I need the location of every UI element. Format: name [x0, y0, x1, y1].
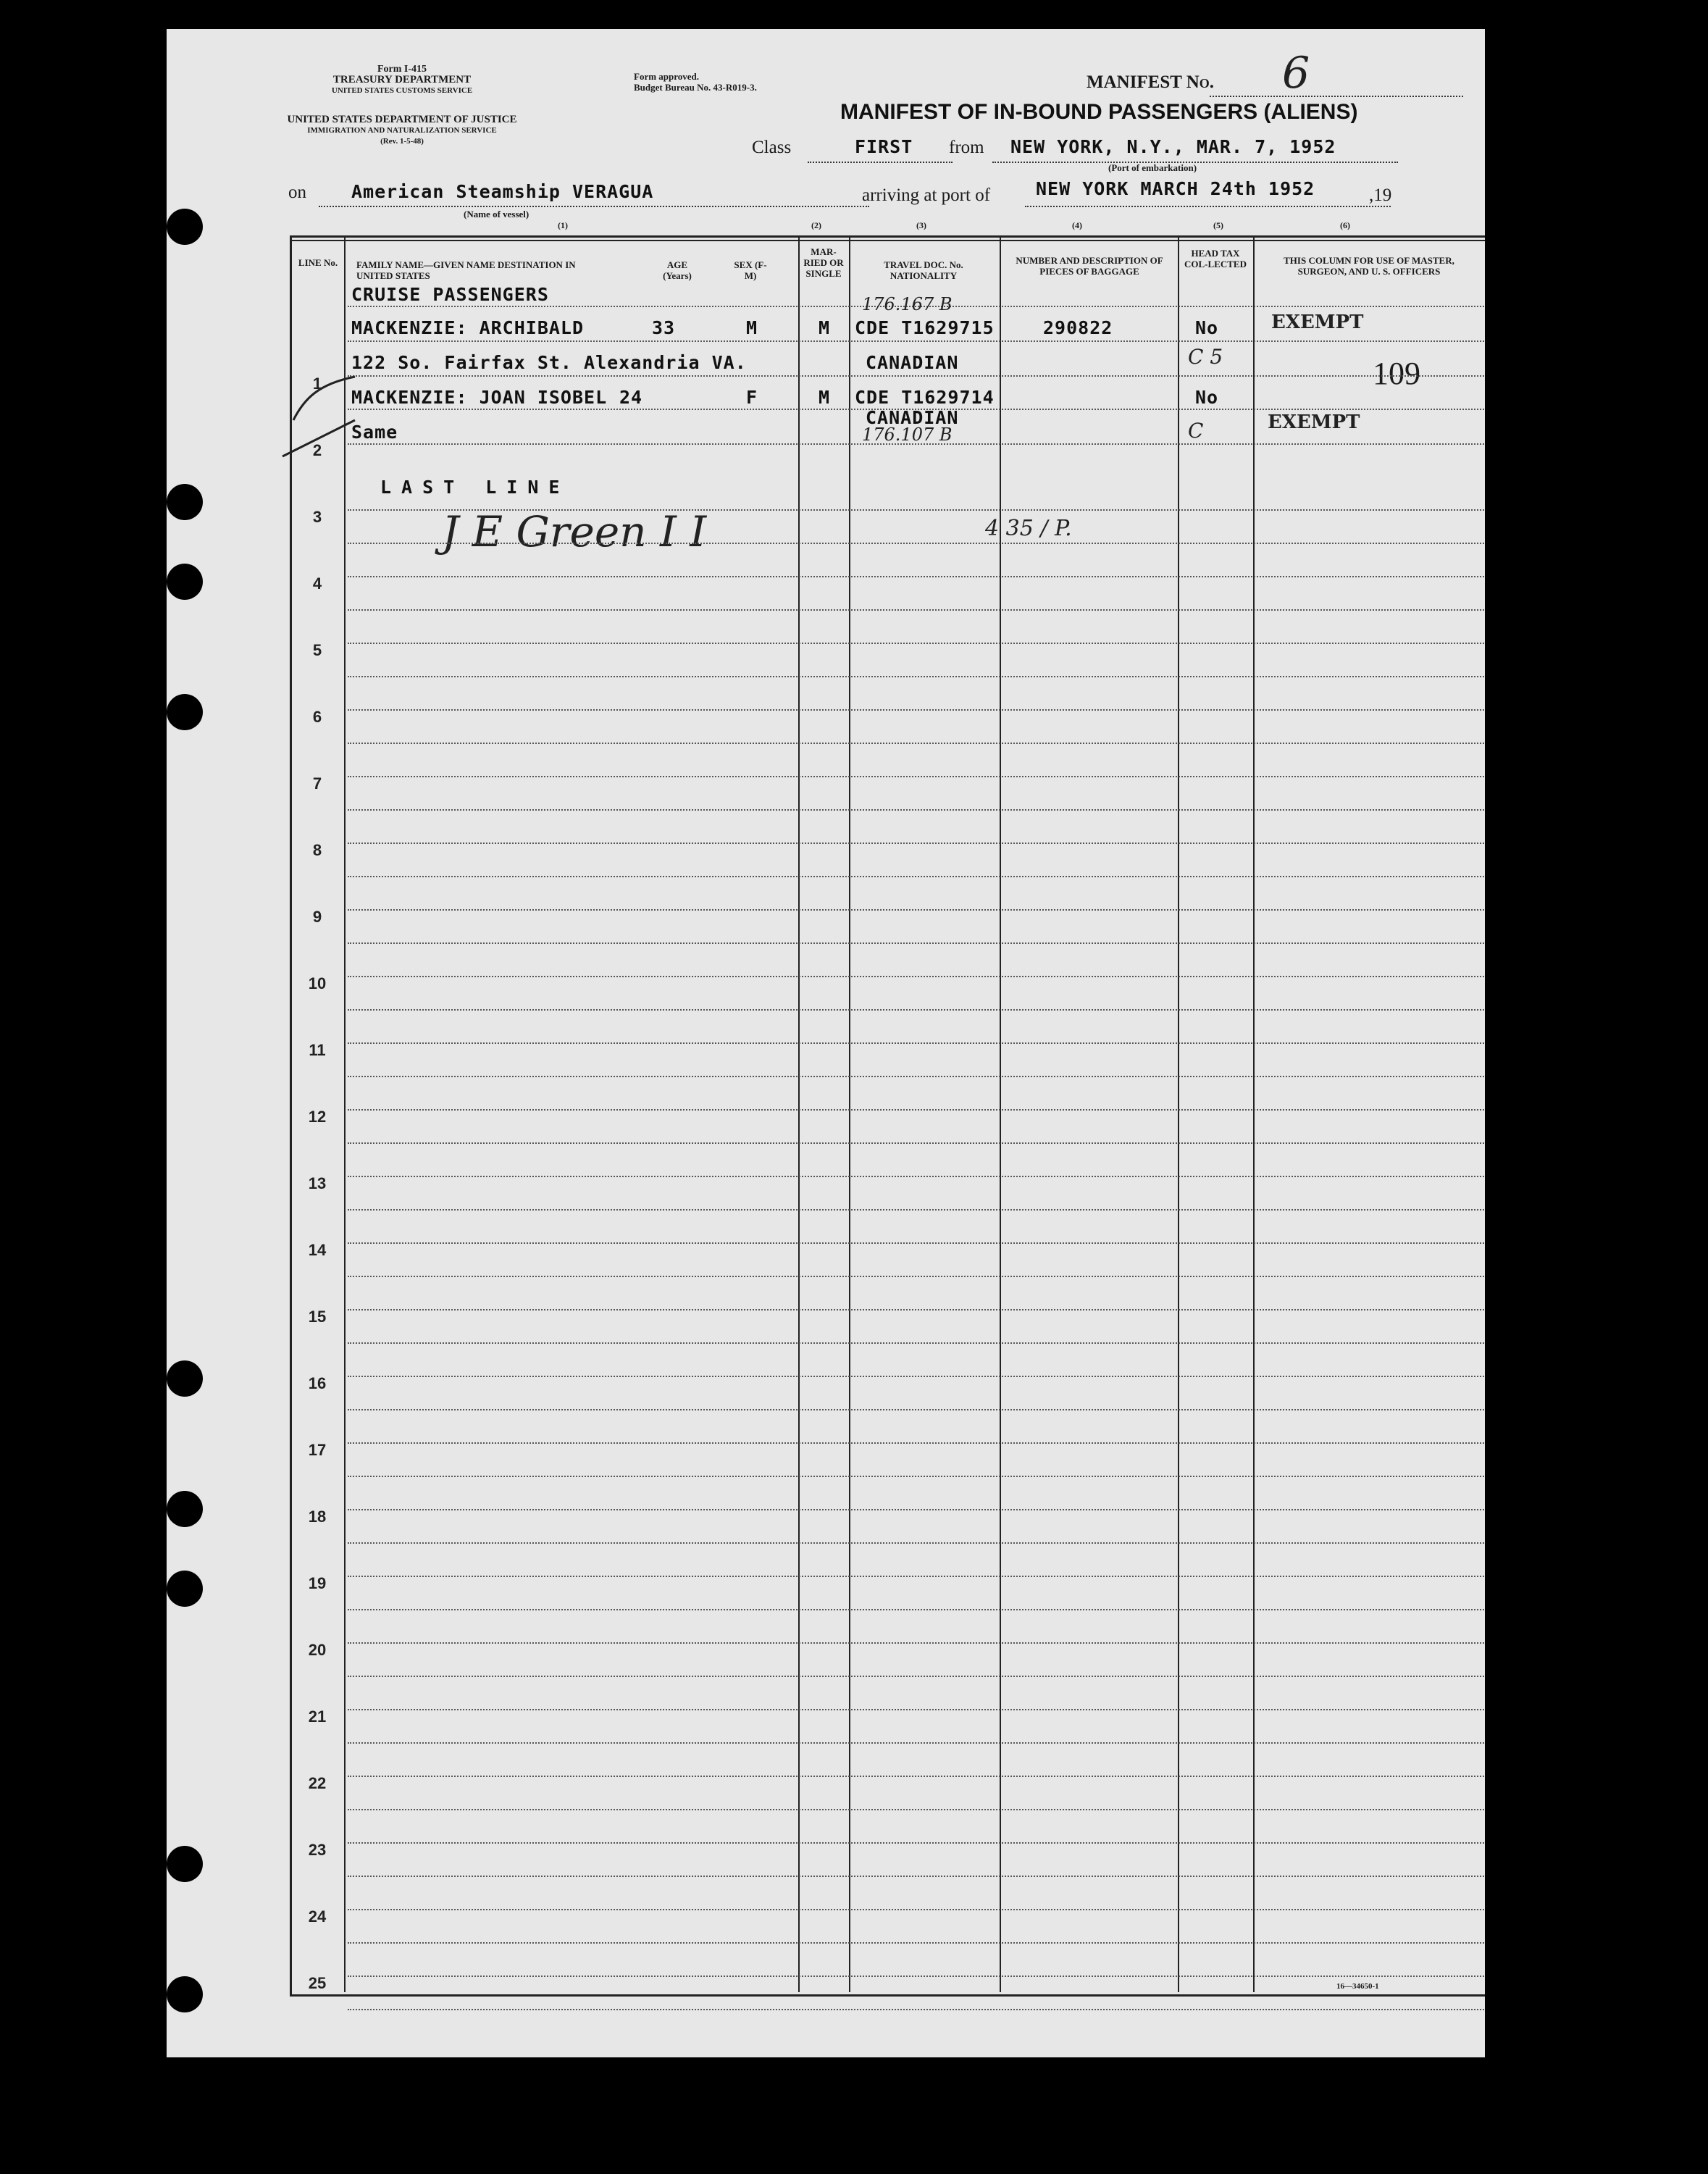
header-tax: HEAD TAX COL-LECTED	[1184, 248, 1247, 269]
p1-married: M	[819, 317, 831, 338]
vessel-underline	[319, 206, 869, 207]
section-label: CRUISE PASSENGERS	[351, 284, 549, 305]
p2-nationality: CANADIAN	[866, 407, 959, 428]
header-name: FAMILY NAME—GIVEN NAME DESTINATION IN UNITED STATES	[356, 259, 576, 281]
manifest-page	[167, 29, 1485, 2057]
punch-hole	[167, 1846, 203, 1882]
manifest-underline	[1210, 96, 1463, 97]
p1-nationality: CANADIAN	[866, 352, 959, 373]
row-rule	[348, 809, 1485, 811]
row-rule	[348, 1176, 1485, 1177]
budget-label: Budget Bureau No. 43-R019-3.	[634, 82, 757, 93]
immigration-label: IMMIGRATION AND NATURALIZATION SERVICE	[307, 126, 497, 135]
last-line-label: LAST LINE	[380, 477, 570, 498]
row-rule	[348, 1242, 1485, 1244]
line-number: 25	[308, 1974, 327, 1992]
manifest-title: MANIFEST OF IN-BOUND PASSENGERS (ALIENS)	[840, 100, 1358, 124]
page-number: 109	[1373, 356, 1420, 391]
footer-code: 16—34650-1	[1336, 1982, 1379, 1991]
line-number: 4	[312, 574, 322, 593]
p1-tax: No	[1195, 317, 1219, 338]
line-number: 17	[308, 1441, 327, 1459]
punch-hole	[167, 1571, 203, 1607]
header-married: MAR-RIED OR SINGLE	[803, 246, 844, 279]
line-number: 8	[312, 841, 322, 859]
punch-hole	[167, 209, 203, 245]
col-number: (3)	[916, 220, 926, 230]
row-rule	[348, 676, 1485, 677]
row-rule	[348, 843, 1485, 844]
punch-hole	[167, 694, 203, 730]
line-number: 16	[308, 1374, 327, 1392]
justice-label: UNITED STATES DEPARTMENT OF JUSTICE	[287, 114, 517, 125]
col-number: (4)	[1072, 220, 1082, 230]
agency-block	[282, 64, 522, 96]
arriving-value: NEW YORK MARCH 24th 1952	[1036, 178, 1315, 199]
class-value: FIRST	[855, 136, 913, 157]
line-number: 3	[312, 508, 322, 526]
row-rule	[348, 1142, 1485, 1144]
row-rule	[348, 942, 1485, 944]
row-rule	[348, 1776, 1485, 1777]
line-number: 21	[308, 1707, 327, 1726]
header-age: AGE (Years)	[663, 259, 692, 281]
line-number: 12	[308, 1108, 327, 1126]
col-divider	[849, 235, 850, 1992]
col-divider	[1253, 235, 1255, 1992]
row-rule	[348, 1609, 1485, 1610]
row-rule	[348, 609, 1485, 611]
header-sex: SEX (F-M)	[734, 259, 767, 281]
arriving-label: arriving at port of	[862, 185, 991, 205]
port-caption: (Port of embarkation)	[1108, 162, 1197, 173]
row-rule	[348, 340, 1485, 342]
p1-officer: EXEMPT	[1271, 312, 1364, 333]
line-number: 15	[308, 1308, 327, 1326]
p2-officer: EXEMPT	[1268, 411, 1360, 433]
row-rule	[348, 1742, 1485, 1744]
signature-note: 4 35 / P.	[985, 516, 1072, 541]
line-number: 6	[312, 708, 322, 726]
row-rule	[348, 1442, 1485, 1444]
line-number: 2	[312, 441, 322, 459]
line-number: 11	[309, 1041, 326, 1059]
manifest-number: 6	[1282, 48, 1310, 99]
header-rule	[292, 240, 1485, 241]
signature: J E Green I I	[442, 507, 707, 556]
row-rule	[348, 1076, 1485, 1077]
row-rule	[348, 1276, 1485, 1277]
col-number: (5)	[1213, 220, 1223, 230]
header-baggage: NUMBER AND DESCRIPTION OF PIECES OF BAGGAGE	[1016, 255, 1163, 277]
row-rule	[348, 776, 1485, 777]
line-number: 13	[308, 1174, 327, 1192]
row-rule	[348, 1676, 1485, 1677]
line-number: 23	[308, 1841, 327, 1859]
arriving-underline	[1025, 206, 1391, 207]
line-number: 5	[312, 641, 322, 659]
form-number: Form I-415	[377, 64, 427, 75]
p2-address: Same	[351, 422, 398, 443]
p1-name: MACKENZIE: ARCHIBALD	[351, 317, 585, 338]
manifest-label: MANIFEST No.	[1087, 72, 1215, 92]
row-rule	[348, 1376, 1485, 1377]
revision-label: (Rev. 1-5-48)	[380, 137, 424, 146]
table-frame	[290, 235, 1485, 1997]
row-rule	[348, 576, 1485, 577]
col-divider	[1000, 235, 1001, 1992]
header-officers: THIS COLUMN FOR USE OF MASTER, SURGEON, AND U. S. OFFICERS	[1284, 255, 1454, 277]
row-rule	[348, 1642, 1485, 1644]
line-number: 7	[312, 774, 322, 793]
row-rule	[348, 976, 1485, 977]
row-rule	[348, 743, 1485, 744]
vessel-caption: (Name of vessel)	[464, 209, 529, 220]
treasury-label: TREASURY DEPARTMENT	[332, 74, 472, 85]
row-rule	[348, 375, 1485, 377]
header-travel: TRAVEL DOC. No. NATIONALITY	[884, 259, 963, 281]
punch-hole	[167, 1360, 203, 1397]
punch-hole	[167, 1976, 203, 2012]
row-rule	[348, 409, 1485, 410]
row-rule	[348, 1209, 1485, 1211]
row-rule	[348, 1576, 1485, 1577]
row-rule	[348, 1476, 1485, 1477]
row-rule	[348, 1042, 1485, 1044]
row-rule	[348, 643, 1485, 644]
col-number: (2)	[811, 220, 821, 230]
from-label: from	[949, 138, 984, 157]
row-rule	[348, 1342, 1485, 1344]
justice-block	[282, 114, 522, 147]
row-rule	[348, 1976, 1485, 1977]
col-number: (6)	[1340, 220, 1350, 230]
row-rule	[348, 1009, 1485, 1011]
row-rule	[348, 909, 1485, 911]
row-rule	[348, 1109, 1485, 1111]
row-rule	[348, 876, 1485, 877]
header-line-no: LINE No.	[298, 257, 338, 268]
line-number: 1	[312, 375, 322, 393]
p2-sex: F	[746, 387, 758, 408]
row-rule	[348, 1876, 1485, 1877]
p2-name: MACKENZIE: JOAN ISOBEL	[351, 387, 608, 408]
from-value: NEW YORK, N.Y., MAR. 7, 1952	[1010, 136, 1336, 157]
punch-hole	[167, 484, 203, 520]
p1-doc-hand: 176.167 B	[862, 294, 953, 314]
row-rule	[348, 1842, 1485, 1844]
p1-baggage: 290822	[1043, 317, 1113, 338]
line-number: 19	[308, 1574, 327, 1592]
p2-married: M	[819, 387, 831, 408]
p1-age: 33	[652, 317, 676, 338]
p2-age: 24	[619, 387, 643, 408]
col-divider	[344, 235, 346, 1992]
line-number: 24	[308, 1907, 327, 1926]
line-number: 20	[308, 1641, 327, 1659]
approval-block	[634, 71, 757, 93]
row-rule	[348, 1509, 1485, 1510]
punch-hole	[167, 1491, 203, 1527]
row-rule	[348, 1542, 1485, 1544]
p2-doc-hand: 176.107 B	[862, 425, 953, 445]
line-number: 22	[308, 1774, 327, 1792]
row-rule	[348, 1309, 1485, 1310]
row-rule	[348, 1709, 1485, 1710]
col-divider	[798, 235, 800, 1992]
p2-hand-mark: C	[1188, 419, 1204, 443]
approved-label: Form approved.	[634, 71, 700, 82]
p1-address: 122 So. Fairfax St. Alexandria VA.	[351, 352, 747, 373]
row-rule	[348, 2009, 1485, 2010]
p1-sex: M	[746, 317, 758, 338]
p1-doc: CDE T1629715	[855, 317, 995, 338]
line-number: 14	[308, 1241, 327, 1259]
line-number: 18	[308, 1508, 327, 1526]
row-rule	[348, 443, 1485, 445]
customs-label: UNITED STATES CUSTOMS SERVICE	[331, 86, 473, 95]
p1-hand-mark: C 5	[1188, 345, 1223, 369]
row-rule	[348, 1942, 1485, 1944]
row-rule	[348, 709, 1485, 711]
class-underline	[808, 162, 953, 163]
punch-hole	[167, 564, 203, 600]
col-divider	[1178, 235, 1179, 1992]
class-label: Class	[752, 138, 792, 157]
vessel-value: American Steamship VERAGUA	[351, 181, 654, 202]
row-rule	[348, 1409, 1485, 1410]
line-number: 10	[308, 974, 327, 992]
col-number: (1)	[558, 220, 568, 230]
on-label: on	[288, 183, 306, 202]
row-rule	[348, 509, 1485, 511]
line-number: 9	[312, 908, 322, 926]
row-rule	[348, 1909, 1485, 1910]
p2-doc: CDE T1629714	[855, 387, 995, 408]
row-rule	[348, 543, 1485, 544]
year-suffix: ,19	[1369, 185, 1392, 205]
row-rule	[348, 1809, 1485, 1810]
p2-tax: No	[1195, 387, 1219, 408]
